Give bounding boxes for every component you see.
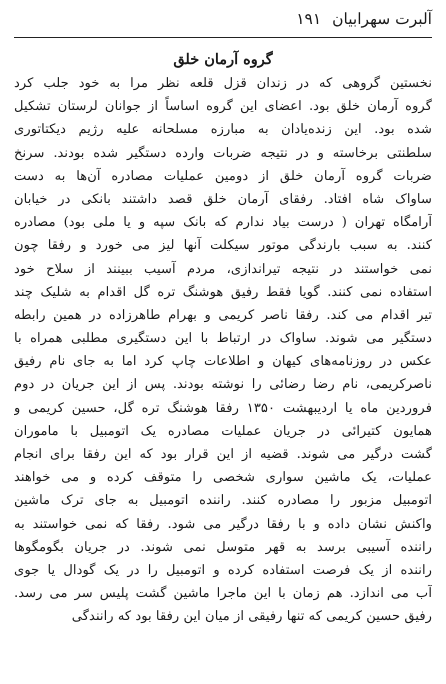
page-number: ۱۹۱ <box>296 10 322 28</box>
section-title: گروه آرمان خلق <box>173 51 273 68</box>
body-text <box>14 72 432 629</box>
body-line: راننده از یک فرصت استفاده کرده و اتومبیل را در یک گودال یا جوی <box>14 562 432 578</box>
body-line: کنند. به سبب بارندگی موتور سیکلت آنها لیز می خورد و رفقا چون <box>14 238 432 254</box>
body-line: عکس در روزنامه‌های کیهان و اطلاعات چاپ کرد اما به جای نام رفیق <box>14 354 432 370</box>
body-line: ساواک شاه افتاد. رفقای آرمان خلق قصد داشتند بانکی در خیابان <box>14 191 432 207</box>
body-line: عملیات، یک ماشین سواری شخصی را متوقف کرده و می خواهند <box>14 470 432 486</box>
body-line: آب می اندازد. هم زمان با این ماجرا ماشین گشت پلیس سر می رسد. <box>14 586 432 602</box>
body-line: گروه آرمان خلق بود. اعضای این گروه اساساً از جوانان لرستان تشکیل <box>14 99 432 115</box>
body-line: فروردین ماه یا اردیبهشت ۱۳۵۰ رفقا هوشنگ تره گل، حسین کریمی و <box>14 400 432 416</box>
body-line: ناصرکریمی، نام رضا رضائی را نوشته بودند. پس از این جریان در دوم <box>14 377 432 393</box>
running-header <box>14 4 432 34</box>
body-line: استفاده نمی کنند. گویا فقط رفیق هوشنگ تره گل اقدام به شلیک چند <box>14 284 432 300</box>
body-line: شده بود. این زنده‌یادان به مبارزه مسلحانه علیه رژیم دیکتاتوری <box>14 122 432 138</box>
body-line: نخستین گروهی که در زندان قزل قلعه نظر مرا به خود جلب کرد <box>14 76 432 91</box>
body-line: سلطنتی برخاسته و در نتیجه ضربات وارده دستگیر شده بودند. سرنخ <box>14 145 432 161</box>
body-line: همایون کتیرائی در جریان عملیات مصادره یک اتومبیل با ماموران <box>14 423 432 439</box>
body-line: آرامگاه تهران ( درست بیاد ندارم که بانک سپه و یا ملی بود) مصادره <box>14 215 432 231</box>
body-line: راننده آسیبی برسد به قهر متوسل نمی شوند. در جریان بگومگوها <box>14 539 432 555</box>
body-line: گشت درگیر می شوند. قضیه از این قرار بود که این رفقا برای انجام <box>14 447 432 462</box>
body-line: تیر اقدام می کند. رفقا ناصر کریمی و بهرام طاهرزاده در همین رابطه <box>14 307 432 323</box>
body-line: نمی خواستند در نتیجه تیراندازی، مردم آسیب ببینند از سلاح خود <box>14 261 432 277</box>
header-rule <box>14 37 432 38</box>
body-line: واکنش نشان داده و با رفقا درگیر می شود. رفقا که نمی خواستند به <box>14 516 432 532</box>
body-line: اتومبیل مزبور را مصادره کنند. راننده اتومبیل به جای ترک ماشین <box>14 493 432 509</box>
body-line: ضربات گروه آرمان خلق از دومین عملیات مصادره آن‌ها به دست <box>14 168 432 184</box>
header-author: آلبرت سهرابیان <box>332 10 432 28</box>
body-line: دستگیر می شوند. ساواک در ارتباط با این دستگیری مطلبی همراه با <box>14 331 432 347</box>
body-line: رفیق حسین کریمی که تنها رفیقی از میان این رفقا بود که رانندگی <box>71 609 432 625</box>
